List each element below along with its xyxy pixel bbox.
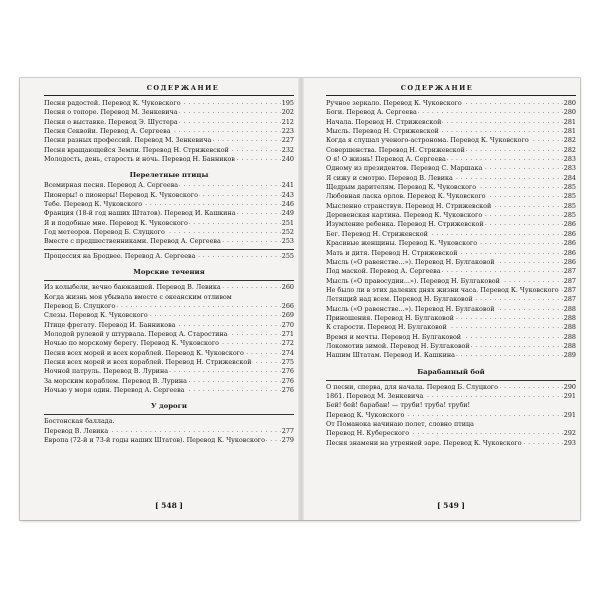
toc-entry-page: 252 [281,228,294,237]
toc-entry-title: Нашим Штатам. Перевод И. Кашкина [326,351,455,360]
toc-entry-title: Процессия на Бродвее. Перевод А. Сергеева [44,251,196,260]
toc-entry-title: Песня знамени на утренней заре. Перевод К. Чуковского [326,438,522,447]
toc-entry-page: 277 [281,426,294,435]
toc-entry-page: 286 [563,229,576,238]
toc-entry-page: 195 [281,99,294,107]
toc-entry-page: 282 [563,136,576,145]
toc-entry-title: Франция (18-й год наших Штатов). Перевод И. Кашкина [44,209,236,218]
toc-entry [44,200,294,209]
toc-entry-title: Вместе с предшественниками. Перевод А. Сергеева [44,237,221,246]
toc-entry-title: Мысль («О равенстве...»). Перевод Н. Булгаковой [326,257,495,266]
toc-entry-page: 266 [281,301,294,310]
toc-entry-title: Песня вращающейся Земли. Перевод Н. Стрижевской [44,145,229,154]
toc-entry-page: 276 [281,385,294,394]
toc-entry-page: 291 [563,410,576,419]
toc-entry-page: 270 [281,320,294,329]
toc-entry [326,239,576,248]
toc-entry-page: 285 [563,211,576,220]
header-rule [44,95,294,96]
toc-entry [44,136,294,145]
left-page [44,78,294,520]
toc-entry-page: 260 [281,283,294,292]
toc-entry-page: 246 [281,200,294,209]
toc-entry [326,267,576,276]
toc-entry-page: 249 [281,209,294,218]
toc-entry-title: Слезы. Перевод К. Чуковского [44,311,148,320]
toc-entry-title: Красивые женщины. Перевод К. Чуковского [326,239,478,248]
toc-entry-page: 287 [563,285,576,294]
toc-content-left [44,99,294,445]
section-heading: Перелетные птицы [129,171,209,180]
toc-entry [326,323,576,332]
toc-entry-page: 289 [563,351,576,360]
toc-entry-page: 287 [563,295,576,304]
toc-entry [44,252,294,261]
toc-entry [44,436,294,445]
toc-entry-title: Из колыбели, вечно баюкавшей. Перевод В. Левика [44,283,221,292]
toc-entry [44,339,294,348]
toc-entry [326,99,576,108]
toc-entry [44,99,294,108]
toc-entry-page: 271 [281,329,294,338]
book-gutter [298,78,304,520]
toc-entry-title: Не было ли в этих далеких днях жизни часа. Перевод К. Чуковского [326,285,559,294]
toc-entry-title: Ночной патруль. Перевод В. Лурина [44,367,169,376]
toc-entry [44,283,294,292]
toc-entry-page: 241 [281,181,294,190]
toc-entry-title: Под маской. Перевод А. Сергеева [326,267,441,276]
toc-entry [326,392,576,401]
toc-entry-title: Изумление ребенка. Перевод Н. Стрижевской [326,220,484,229]
toc-entry-title: За морским кораблем. Перевод В. Лурина [44,376,187,385]
toc-entry-page: 286 [563,248,576,257]
section-divider [44,280,294,281]
toc-entry-title: Песня всех морей и всех кораблей. Перевод К. Чуковского [44,348,244,357]
toc-entry [326,183,576,192]
toc-entry [44,228,294,237]
toc-entry [326,211,576,220]
toc-entry-title: Деревенская картина. Перевод К. Чуковского [326,211,483,220]
toc-entry-title: Ночью у моря один. Перевод А. Сергеева [44,385,185,394]
toc-entry-page: 288 [563,323,576,332]
toc-entry-title: Начала. Перевод Н. Стрижевской [326,117,442,126]
toc-entry-page: 288 [563,304,576,313]
toc-entry-title: Песня разных профессий. Перевод М. Зенкевича [44,136,212,145]
toc-entry-page: 286 [563,257,576,266]
toc-entry [44,118,294,127]
toc-entry-title: Ручное зеркало. Перевод К. Чуковского [326,99,462,107]
toc-entry [326,127,576,136]
toc-entry [44,330,294,339]
toc-entry-page: 293 [563,438,576,447]
toc-entry [326,351,576,360]
toc-entry-page: 253 [281,237,294,246]
toc-entry-title: К старости. Перевод Н. Булгаковой [326,323,447,332]
toc-entry-title: Перевод Б. Слуцкого [44,301,116,310]
toc-entry [44,155,294,164]
toc-entry [44,181,294,190]
toc-entry-title: Локомотив зимой. Перевод Н. Булгаковой [326,341,470,350]
toc-entry-page: 255 [281,251,294,260]
toc-entry [326,174,576,183]
toc-entry-title: Песня о топоре. Перевод М. Зенкевича [44,108,178,117]
toc-entry-title: Всемирная песня. Перевод А. Сергеева [44,181,179,190]
toc-entry-page: 280 [563,99,576,107]
toc-entry-page: 285 [563,192,576,201]
toc-entry-title: Боги. Перевод А. Сергеева [326,108,417,117]
toc-entry-page: 269 [281,311,294,320]
toc-entry [326,420,576,439]
toc-entry-title: Тебе. Перевод К. Чуковского [44,200,143,209]
toc-entry [44,219,294,228]
toc-entry-page: 286 [563,239,576,248]
toc-entry-page: 280 [563,108,576,117]
toc-entry [326,108,576,117]
toc-entry [44,311,294,320]
toc-entry [326,295,576,304]
toc-entry [326,155,576,164]
toc-entry-title: Любовная ласка орлов. Перевод К. Чуковского [326,192,486,201]
toc-entry-page: 275 [281,357,294,366]
toc-entry [44,127,294,136]
toc-entry [326,314,576,323]
toc-content-right [326,99,576,448]
toc-entry-title: Время и мечты. Перевод Н. Булгаковой [326,332,462,341]
section-divider [326,380,576,381]
toc-entry-title: Когда я слушал ученого-астронома. Перевод К. Чуковского [326,136,529,145]
toc-entry-title-line: От Поманока начинаю полет, словно птица [326,420,474,428]
toc-entry-page: 287 [563,267,576,276]
toc-entry-page: 284 [563,173,576,182]
toc-entry-page: 276 [281,367,294,376]
toc-entry-title: Песня Секвойи. Перевод А. Сергеева [44,127,171,136]
toc-entry-page: 291 [563,391,576,400]
toc-entry-title: Совершенства. Перевод Н. Стрижевской [326,145,465,154]
toc-entry [326,164,576,173]
section-divider [44,249,294,250]
toc-entry-title: Песня радостей. Перевод К. Чуковского [44,99,181,107]
toc-entry [326,439,576,448]
toc-entry-title-line: Когда жизнь моя убывала вместе с океанским отливом [44,292,232,301]
section-divider [44,414,294,415]
toc-entry [44,237,294,246]
toc-entry [44,386,294,395]
toc-entry [326,146,576,155]
toc-entry-page: 251 [281,218,294,227]
section-heading: У дороги [151,402,187,411]
toc-entry-title: Летящий над всем. Перевод Н. Булгаковой [326,295,473,304]
toc-entry-page: 285 [563,201,576,210]
toc-entry-title-line: Бей! бей! барабан! — труби! труба! труби! [326,401,471,410]
toc-entry [44,417,294,436]
toc-entry-title: Мысль («О равенстве...»). Перевод Н. Булгаковой [326,304,495,313]
toc-entry [326,118,576,127]
toc-entry [44,146,294,155]
toc-entry-page: 288 [563,332,576,341]
toc-entry-page: 279 [281,435,294,444]
toc-entry-title: Перевод Н. Кубереского [326,429,410,438]
section-heading: Морские течения [133,268,205,277]
toc-entry-page: 223 [281,127,294,136]
toc-entry [326,220,576,229]
toc-entry-page: 240 [281,155,294,164]
toc-entry-title: Пионеры! о пионеры! Перевод К. Чуковского [44,190,198,199]
toc-entry-title: Мысль («О правосудии...»). Перевод Н. Булгаковой [326,276,500,285]
toc-entry-title-line: Бостонская баллада. [44,417,115,426]
toc-entry-page: 281 [563,127,576,136]
toc-entry-title: Молодость, день, старость и ночь. Перевод Н. Банников [44,155,235,164]
toc-entry-page: 212 [281,117,294,126]
toc-entry-page: 232 [281,145,294,154]
toc-entry-page: 290 [563,382,576,391]
toc-entry-page: 274 [281,348,294,357]
toc-entry [326,277,576,286]
running-head: СОДЕРЖАНИЕ [146,84,220,92]
toc-entry-title: Ночью по морскому берегу. Перевод К. Чуковского [44,339,220,348]
toc-entry [326,192,576,201]
toc-entry [44,321,294,330]
toc-entry [44,209,294,218]
toc-entry-title: Щедрым дарителям. Перевод К. Чуковского [326,183,477,192]
toc-entry-title: Приношения. Перевод Н. Булгаковой [326,313,454,322]
book-spread [20,78,580,520]
toc-entry-title: Бег. Перевод Н. Стрижевской [326,229,428,238]
toc-entry-title: 1861. Перевод М. Зенкевича [326,391,424,400]
toc-entry [44,358,294,367]
toc-entry-title: Год метеоров. Перевод Б. Слуцкого [44,228,165,237]
toc-entry [44,349,294,358]
toc-entry-page: 292 [563,429,576,438]
toc-entry [326,342,576,351]
toc-entry-page: 276 [281,376,294,385]
toc-entry [326,202,576,211]
right-page [326,78,576,520]
toc-entry [326,249,576,258]
toc-entry-title: Песня всех морей и всех кораблей. Перевод Н. Стрижевской [44,357,252,366]
toc-entry [44,367,294,376]
toc-entry-page: 272 [281,339,294,348]
toc-entry-title: Европа (72-й и 73-й годы наших Штатов). Перевод К. Чуковского [44,435,265,444]
toc-entry [44,377,294,386]
toc-entry-title: Птице фрегату. Перевод И. Банникова [44,320,176,329]
toc-entry-title: Мысленно странствуя. Перевод Н. Стрижевской [326,201,492,210]
toc-entry [44,108,294,117]
toc-entry [326,305,576,314]
toc-entry-title: О я! О жизнь! Перевод А. Сергеева [326,155,446,164]
toc-entry-page: 202 [281,108,294,117]
toc-entry-title: О песни, сперва, для начала. Перевод Б. Слуцкого [326,382,499,391]
toc-entry-page: 285 [563,183,576,192]
section-heading: Барабанный бой [417,367,485,376]
page-number: [ 548 ] [155,501,183,510]
toc-entry [326,230,576,239]
header-rule [326,95,576,96]
toc-entry-page: 283 [563,155,576,164]
toc-entry-title: Я сижу и смотрю. Перевод В. Левика [326,173,453,182]
toc-entry-page: 282 [563,145,576,154]
toc-entry-title: Перевод В. Левика [44,426,109,435]
toc-entry [326,286,576,295]
toc-entry-title: Я и подобные мне. Перевод К. Чуковского [44,218,188,227]
toc-entry-page: 288 [563,313,576,322]
toc-entry [326,258,576,267]
toc-entry-title: Одному из президентов. Перевод С. Маршака [326,164,483,173]
toc-entry-page: 281 [563,117,576,126]
toc-entry [44,293,294,312]
toc-entry-page: 243 [281,190,294,199]
toc-entry-page: 287 [563,276,576,285]
toc-entry [326,383,576,392]
toc-entry-page: 283 [563,164,576,173]
toc-entry [44,191,294,200]
toc-entry-title: Перевод К. Чуковского [326,410,405,419]
toc-entry-title: Песня о выставке. Перевод Э. Шустера [44,117,178,126]
toc-entry-title: Молодой рулевой у штурвала. Перевод А. Старостина [44,329,228,338]
toc-entry-page: 286 [563,220,576,229]
toc-entry-page: 227 [281,136,294,145]
toc-entry [326,136,576,145]
toc-entry [326,333,576,342]
toc-entry-title: Мать и дитя. Перевод Н. Стрижевской [326,248,458,257]
toc-entry-title: Мысль. Перевод Н. Стрижевской [326,127,439,136]
running-head: СОДЕРЖАНИЕ [400,84,474,92]
page-number: [ 549 ] [437,501,465,510]
toc-entry-page: 288 [563,341,576,350]
toc-entry [326,401,576,420]
